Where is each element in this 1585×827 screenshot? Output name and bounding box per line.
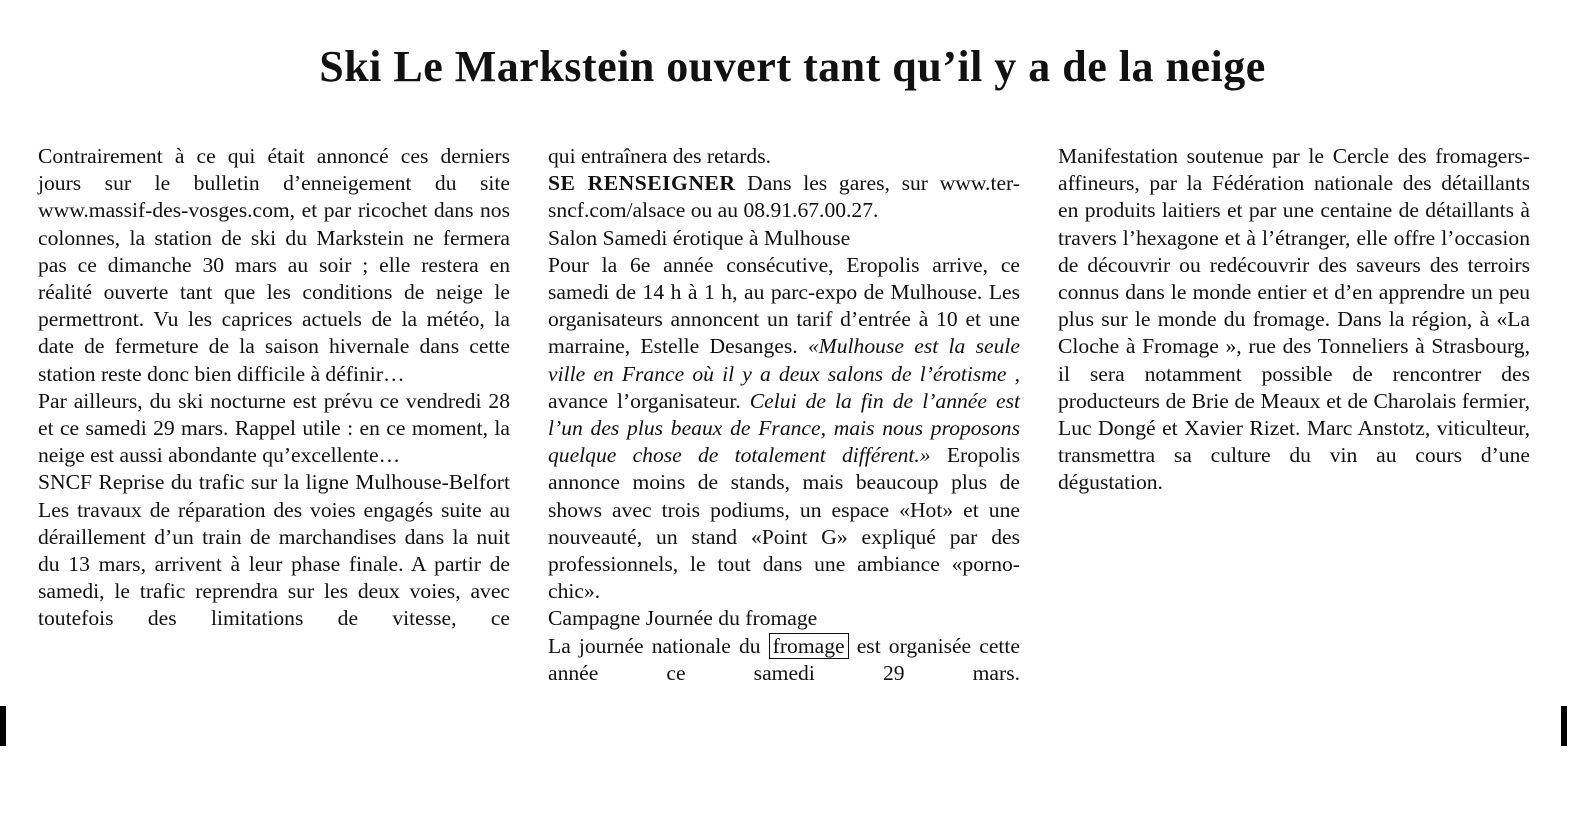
eropolis-text-3: Eropolis annonce moins de stands, mais beaucoup plus de shows avec trois podiums, un espace «Hot» et une nouveauté, un stand «Point G» expliqué par des professionnels, le tout dans une ambiance «porno-chic».: [548, 443, 1020, 604]
eropolis-quote-1: «Mulhouse est la seule ville en France où il y a deux salons de l’érotisme: [548, 334, 1021, 386]
paragraph-info: [548, 170, 1020, 224]
subheading-fromage: Campagne Journée du fromage: [548, 606, 818, 631]
eropolis-quote-2: Celui de la fin de l’année est l’un des plus beaux de France, mais nous proposons quelque chose de totalement différent.»: [548, 388, 1020, 468]
headline: Ski Le Markstein ouvert tant qu’il y a de la neige: [319, 42, 1266, 91]
paragraph-journee-fromage: [548, 633, 1020, 687]
left-edge-marker: [0, 706, 6, 746]
subheading-sncf: SNCF Reprise du trafic sur la ligne Mulhouse-Belfort: [38, 470, 510, 495]
highlighted-word-fromage: fromage: [769, 633, 849, 659]
fromage-text-1: La journée nationale du: [548, 633, 769, 658]
article-column-3: [1058, 143, 1530, 497]
eropolis-text-2: , avance l’organisateur.: [548, 361, 1020, 413]
paragraph-night-ski: Par ailleurs, du ski nocturne est prévu ce vendredi 28 et ce samedi 29 mars. Rappel utile : en ce moment, la neige est aussi abondante qu’excellente…: [38, 388, 510, 468]
paragraph-eropolis: [548, 252, 1020, 606]
eropolis-text-1: Pour la 6e année consécutive, Eropolis arrive, ce samedi de 14 h à 1 h, au parc-expo de Mulhouse. Les organisateurs annoncent un tarif d’entrée à 10 et une marraine, Estelle Desanges.: [548, 252, 1020, 359]
subheading-salon: Salon Samedi érotique à Mulhouse: [548, 225, 851, 250]
paragraph-sncf-works: Les travaux de réparation des voies engagés suite au déraillement d’un train de marchandises dans la nuit du 13 mars, arrivent à leur phase finale. A partir de samedi, le trafic reprendra sur les deux voies, avec toutefois des limitations de vitesse, ce: [38, 497, 510, 631]
fromage-text-2: est organisée cette année ce samedi 29 mars.: [548, 633, 1020, 685]
article-column-1: [38, 143, 510, 633]
paragraph-intro: Contrairement à ce qui était annoncé ces derniers jours sur le bulletin d’enneigement du site www.massif-des-vosges.com, et par ricochet dans nos colonnes, la station de ski du Markstein ne fermera pas ce dimanche 30 mars au soir ; elle restera en réalité ouverte tant que les conditions de neige le permettront. Vu les caprices actuels de la météo, la date de fermeture de la saison hivernale dans cette station reste donc bien difficile à définir…: [38, 144, 510, 386]
article-column-2: [548, 143, 1020, 687]
paragraph-delays: qui entraînera des retards.: [548, 144, 772, 168]
right-edge-marker: [1561, 706, 1567, 746]
info-text: Dans les gares, sur www.ter-sncf.com/alsace ou au 08.91.67.00.27.: [548, 171, 1020, 223]
paragraph-manifestation: Manifestation soutenue par le Cercle des fromagers-affineurs, par la Fédération nationale des détaillants en produits laitiers et par une centaine de détaillants à travers l’hexagone et à l’étranger, elle offre l’occasion de découvrir ou redécouvrir des saveurs des terroirs connus dans le monde entier et d’en apprendre un peu plus sur le monde du fromage. Dans la région, à «La Cloche à Fromage », rue des Tonneliers à Strasbourg, il sera notamment possible de rencontrer des producteurs de Brie de Meaux et de Charolais fermier, Luc Dongé et Xavier Rizet. Marc Anstotz, viticulteur, transmettra sa culture du vin au cours d’une dégustation.: [1058, 144, 1530, 495]
keyword-se-renseigner: SE RENSEIGNER: [548, 171, 736, 196]
